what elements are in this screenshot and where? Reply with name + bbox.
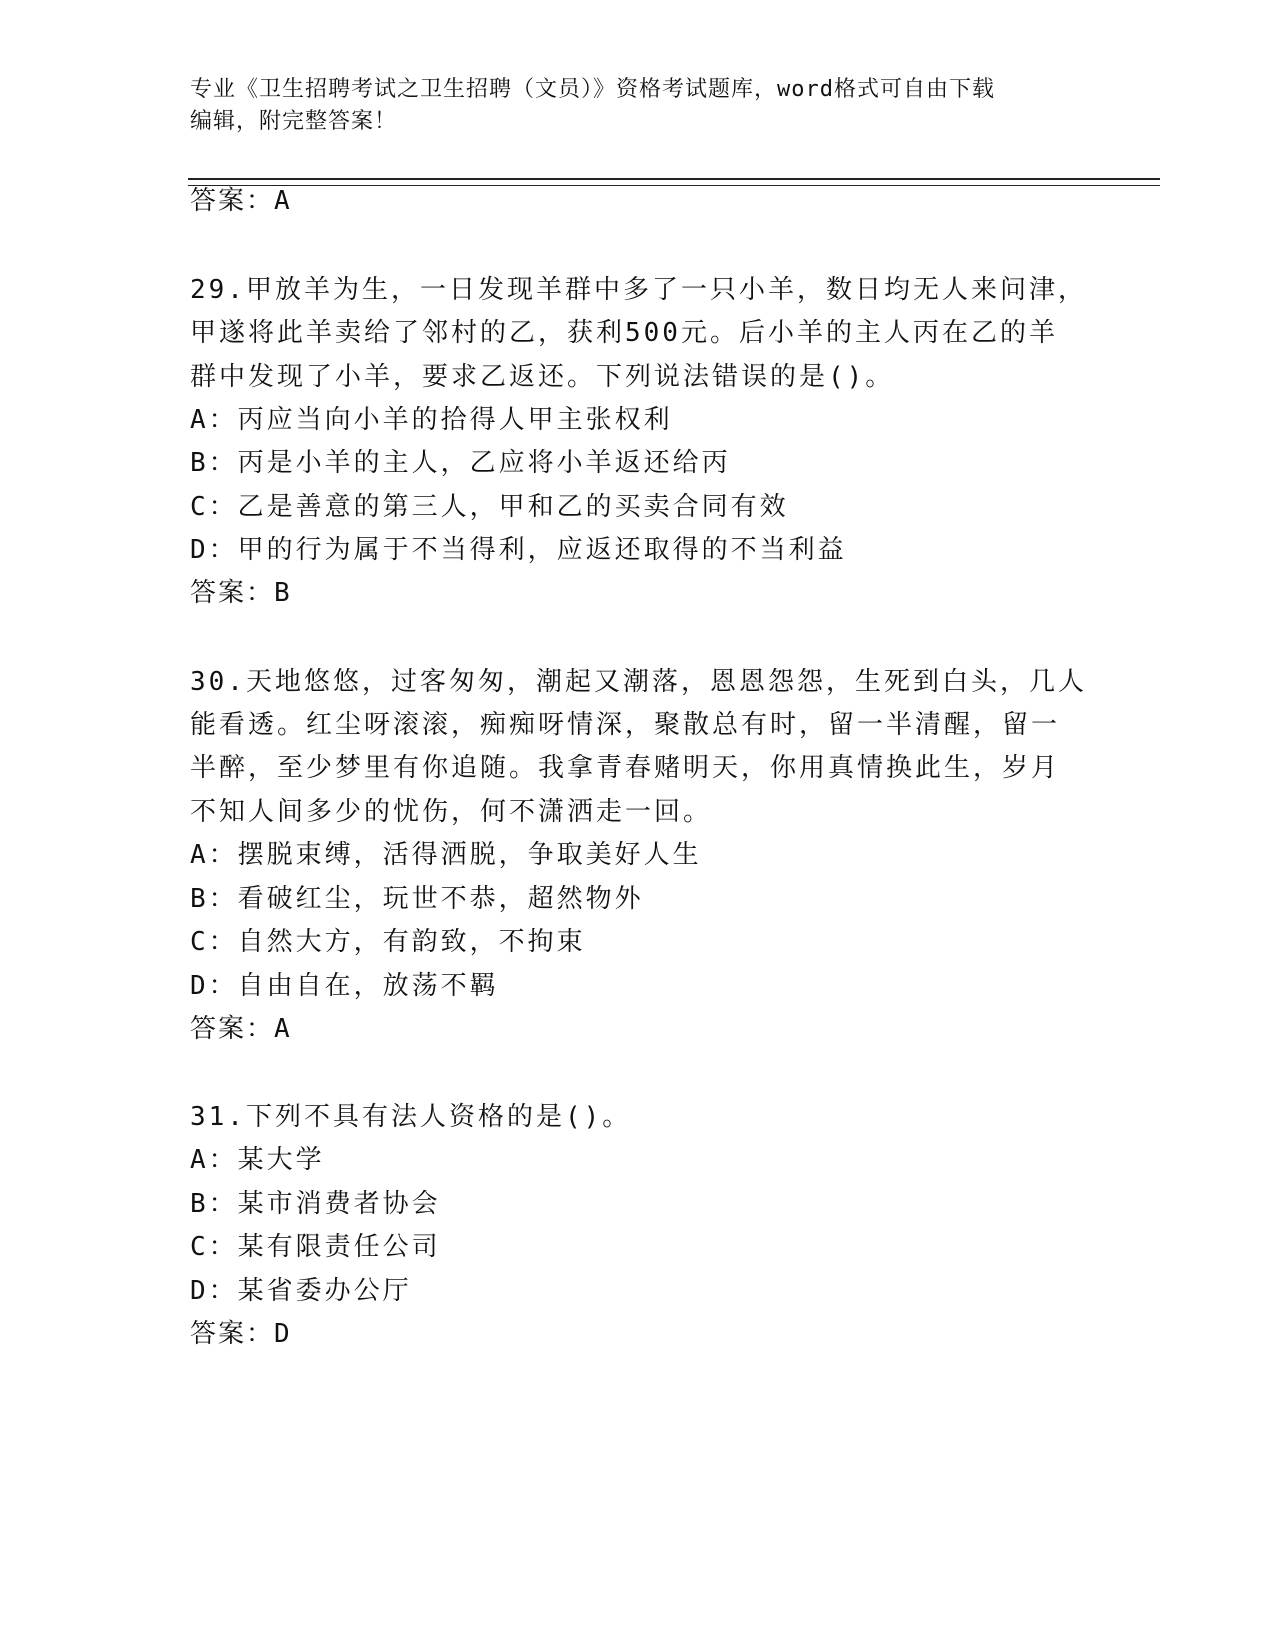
question-31-text-line-1: 31.下列不具有法人资格的是()。 <box>190 1102 632 1132</box>
header-line-1: 专业《卫生招聘考试之卫生招聘（文员）》资格考试题库，word格式可自由下载 <box>190 77 995 102</box>
answer-line: 答案：A <box>190 186 292 216</box>
question-30-option-b: B：看破红尘，玩世不恭，超然物外 <box>190 884 644 914</box>
question-30-option-a: A：摆脱束缚，活得洒脱，争取美好人生 <box>190 840 702 870</box>
question-31-answer: 答案：D <box>190 1319 292 1349</box>
question-30-text-line-1: 30.天地悠悠，过客匆匆，潮起又潮落，恩恩怨怨，生死到白头，几人 <box>190 667 1087 697</box>
header-line-2: 编辑，附完整答案！ <box>190 109 398 134</box>
question-31-option-a: A：某大学 <box>190 1145 325 1175</box>
question-30-text-line-3: 半醉，至少梦里有你追随。我拿青春赌明天，你用真情换此生，岁月 <box>190 753 1061 783</box>
question-29-option-a: A：丙应当向小羊的拾得人甲主张权利 <box>190 405 673 435</box>
question-29-answer: 答案：B <box>190 578 292 608</box>
header-divider <box>188 178 1160 186</box>
question-31-option-b: B：某市消费者协会 <box>190 1189 441 1219</box>
question-30-answer: 答案：A <box>190 1014 292 1044</box>
question-30-option-d: D：自由自在，放荡不羁 <box>190 971 499 1001</box>
question-31-option-c: C：某有限责任公司 <box>190 1232 441 1262</box>
question-29-option-b: B：丙是小羊的主人，乙应将小羊返还给丙 <box>190 448 731 478</box>
page-header <box>190 74 1090 138</box>
question-30-text-line-4: 不知人间多少的忧伤，何不潇洒走一回。 <box>190 797 713 827</box>
question-29-option-d: D：甲的行为属于不当得利，应返还取得的不当利益 <box>190 535 847 565</box>
question-30-text-line-2: 能看透。红尘呀滚滚，痴痴呀情深，聚散总有时，留一半清醒，留一 <box>190 710 1061 740</box>
question-30-option-c: C：自然大方，有韵致，不拘束 <box>190 927 586 957</box>
question-29-text-line-1: 29.甲放羊为生，一日发现羊群中多了一只小羊，数日均无人来问津， <box>190 275 1087 305</box>
question-29-text-line-2: 甲遂将此羊卖给了邻村的乙，获利500元。后小羊的主人丙在乙的羊 <box>190 318 1058 348</box>
question-29-option-c: C：乙是善意的第三人，甲和乙的买卖合同有效 <box>190 492 789 522</box>
question-29-text-line-3: 群中发现了小羊，要求乙返还。下列说法错误的是()。 <box>190 362 895 392</box>
question-31-option-d: D：某省委办公厅 <box>190 1276 412 1306</box>
